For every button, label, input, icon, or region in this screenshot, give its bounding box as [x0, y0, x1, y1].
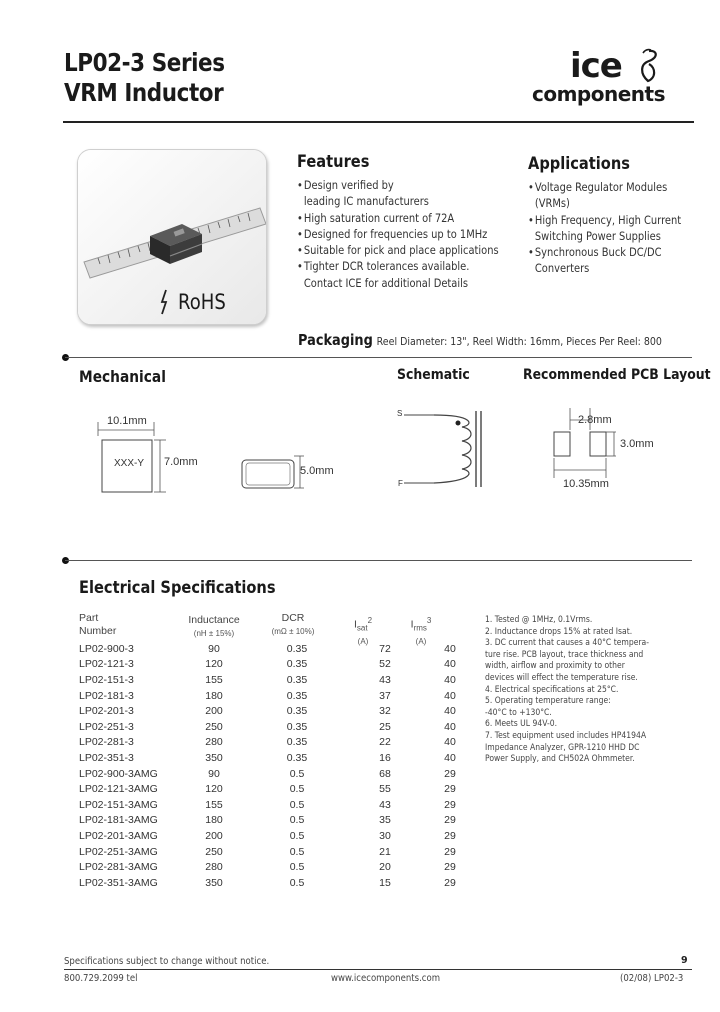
table-row — [79, 766, 479, 782]
cell-inductance: 250 — [205, 845, 223, 858]
page-title: LP02-3 Series — [64, 48, 225, 77]
cell-dcr: 0.35 — [286, 689, 308, 702]
cell-part: LP02-900-3AMG — [79, 767, 158, 780]
table-row — [79, 859, 479, 875]
cell-part: LP02-900-3 — [79, 642, 134, 655]
col-isat-sup: 2 — [367, 616, 373, 625]
cell-inductance: 200 — [205, 829, 223, 842]
schematic-diagram — [404, 405, 494, 495]
footer-revision: (02/08) LP02-3 — [620, 973, 684, 984]
cell-dcr: 0.35 — [286, 642, 308, 655]
packaging-label: Packaging — [298, 331, 373, 349]
features-list — [297, 177, 499, 291]
cell-dcr: 0.35 — [286, 673, 308, 686]
cell-irms: 40 — [444, 720, 456, 733]
features-item: • Design verified by — [297, 177, 499, 193]
table-row — [79, 844, 479, 860]
cell-isat: 21 — [379, 845, 391, 858]
cell-part: LP02-151-3 — [79, 673, 134, 686]
mech-height-label: 7.0mm — [164, 456, 198, 468]
note-item: 7. Test equipment used includes HP4194A — [485, 730, 647, 741]
cell-irms: 40 — [444, 642, 456, 655]
cell-part: LP02-151-3AMG — [79, 798, 158, 811]
note-item: 4. Electrical specifications at 25°C. — [485, 684, 619, 695]
applications-item: (VRMs) — [534, 196, 570, 211]
cell-isat: 25 — [379, 720, 391, 733]
table-row — [79, 657, 479, 673]
cell-isat: 35 — [379, 814, 391, 827]
cell-part: LP02-351-3AMG — [79, 876, 158, 889]
cell-inductance: 155 — [205, 673, 223, 686]
cell-irms: 29 — [444, 861, 456, 874]
col-part-line1: Part — [79, 612, 99, 624]
applications-item: Converters — [534, 261, 590, 276]
col-dcr-line2: (mΩ ± 10%) — [271, 627, 315, 636]
cell-dcr: 0.5 — [289, 783, 305, 796]
note-item: Impedance Analyzer, GPR-1210 HHD DC — [485, 742, 640, 753]
table-row — [79, 781, 479, 797]
table-row — [79, 797, 479, 813]
cell-part: LP02-201-3AMG — [79, 829, 158, 842]
cell-inductance: 350 — [205, 751, 223, 764]
cell-dcr: 0.35 — [286, 720, 308, 733]
schematic-start-label: S — [397, 409, 403, 418]
cell-irms: 40 — [444, 658, 456, 671]
col-dcr-line1: DCR — [281, 612, 305, 624]
cell-part: LP02-201-3 — [79, 705, 134, 718]
cell-isat: 68 — [379, 767, 391, 780]
cell-irms: 40 — [444, 736, 456, 749]
product-photo — [77, 149, 267, 325]
col-part-header — [79, 612, 116, 638]
cell-irms: 29 — [444, 829, 456, 842]
table-row — [79, 672, 479, 688]
cell-inductance: 350 — [205, 876, 223, 889]
cell-inductance: 90 — [208, 767, 220, 780]
applications-item: • Synchronous Buck DC/DC — [528, 244, 681, 260]
cell-isat: 43 — [379, 798, 391, 811]
table-row — [79, 703, 479, 719]
cell-dcr: 0.5 — [289, 876, 305, 889]
cell-part: LP02-281-3AMG — [79, 861, 158, 874]
electrical-notes — [485, 615, 649, 766]
mechanical-heading: Mechanical — [79, 367, 166, 386]
cell-dcr: 0.35 — [286, 658, 308, 671]
cell-part: LP02-121-3AMG — [79, 783, 158, 796]
table-row — [79, 719, 479, 735]
cell-dcr: 0.5 — [289, 798, 305, 811]
features-item: • Tighter DCR tolerances available. — [297, 258, 499, 274]
col-irms-sub: rms — [413, 623, 427, 633]
mech-marking-label: XXX-Y — [114, 458, 145, 469]
cell-irms: 29 — [444, 798, 456, 811]
features-item: leading IC manufacturers — [303, 194, 429, 209]
features-item: • Suitable for pick and place applications — [297, 242, 499, 258]
pcb-heading: Recommended PCB Layout — [523, 367, 711, 383]
note-item: 2. Inductance drops 15% at rated Isat. — [485, 626, 633, 637]
cell-dcr: 0.35 — [286, 751, 308, 764]
cell-isat: 22 — [379, 736, 391, 749]
mech-width-label: 10.1mm — [107, 415, 147, 427]
cell-inductance: 120 — [205, 658, 223, 671]
page-subtitle: VRM Inductor — [64, 78, 224, 107]
note-item: Power Supply, and CH502A Ohmmeter. — [485, 754, 635, 765]
cell-irms: 40 — [444, 705, 456, 718]
cell-inductance: 200 — [205, 705, 223, 718]
note-item: width, airflow and proximity to other — [485, 661, 625, 672]
cell-part: LP02-351-3 — [79, 751, 134, 764]
cell-dcr: 0.5 — [289, 814, 305, 827]
cell-inductance: 280 — [205, 736, 223, 749]
cell-irms: 29 — [444, 767, 456, 780]
packaging-line — [298, 331, 662, 350]
electrical-spec-table — [79, 641, 479, 891]
table-row — [79, 688, 479, 704]
cell-isat: 52 — [379, 658, 391, 671]
col-ind-line2: (nH ± 15%) — [193, 629, 235, 638]
cell-isat: 55 — [379, 783, 391, 796]
note-item: ture rise. PCB layout, trace thickness and — [485, 649, 644, 660]
applications-list — [528, 179, 681, 277]
cell-irms: 40 — [444, 751, 456, 764]
cell-dcr: 0.5 — [289, 767, 305, 780]
col-ind-line1: Inductance — [188, 614, 240, 626]
spec-table-body — [79, 641, 479, 891]
cell-dcr: 0.35 — [286, 705, 308, 718]
applications-heading: Applications — [528, 154, 630, 174]
col-part-line2: Number — [79, 625, 117, 637]
cell-isat: 43 — [379, 673, 391, 686]
cell-dcr: 0.5 — [289, 829, 305, 842]
electrical-heading: Electrical Specifications — [79, 578, 276, 598]
note-item: -40°C to +130°C. — [485, 707, 552, 718]
footer-rule — [64, 969, 692, 970]
cell-irms: 29 — [444, 783, 456, 796]
applications-item: Switching Power Supplies — [534, 228, 661, 243]
section-divider — [65, 357, 692, 358]
cell-irms: 40 — [444, 673, 456, 686]
pcb-gap-label: 2.8mm — [578, 414, 612, 426]
cell-isat: 72 — [379, 642, 391, 655]
section-divider — [65, 560, 692, 561]
schematic-finish-label: F — [398, 479, 403, 488]
features-item: Contact ICE for additional Details — [303, 275, 469, 290]
cell-inductance: 250 — [205, 720, 223, 733]
cell-part: LP02-251-3AMG — [79, 845, 158, 858]
cell-isat: 15 — [379, 876, 391, 889]
table-row — [79, 735, 479, 751]
applications-item: • Voltage Regulator Modules — [528, 179, 681, 195]
cell-inductance: 180 — [205, 814, 223, 827]
features-item: • Designed for frequencies up to 1MHz — [297, 226, 499, 242]
features-item: • High saturation current of 72A — [297, 210, 499, 226]
col-irms-symbol: I — [410, 618, 414, 631]
footer-phone: 800.729.2099 tel — [64, 973, 138, 984]
table-row — [79, 828, 479, 844]
page-number: 9 — [681, 955, 688, 966]
cell-dcr: 0.5 — [289, 845, 305, 858]
rohs-label: RoHS — [178, 290, 226, 314]
table-row — [79, 750, 479, 766]
cell-part: LP02-251-3 — [79, 720, 134, 733]
mech-thickness-label: 5.0mm — [300, 465, 334, 477]
logo-top-text: ice — [570, 46, 622, 86]
cell-dcr: 0.35 — [286, 736, 308, 749]
cell-part: LP02-281-3 — [79, 736, 134, 749]
cell-isat: 16 — [379, 751, 391, 764]
logo-bottom-text: components — [532, 82, 665, 106]
cell-irms: 29 — [444, 845, 456, 858]
col-irms-sup: 3 — [426, 616, 432, 625]
note-item: 3. DC current that causes a 40°C tempera- — [485, 638, 650, 649]
cell-inductance: 180 — [205, 689, 223, 702]
cell-inductance: 280 — [205, 861, 223, 874]
footer-disclaimer: Specifications subject to change without notice. — [64, 956, 270, 967]
cell-dcr: 0.5 — [289, 861, 305, 874]
cell-part: LP02-181-3AMG — [79, 814, 158, 827]
note-item: 1. Tested @ 1MHz, 0.1Vrms. — [485, 615, 593, 625]
header-rule — [63, 121, 694, 123]
note-item: 6. Meets UL 94V-0. — [485, 719, 558, 730]
product-image — [78, 150, 267, 325]
table-row — [79, 875, 479, 891]
cell-irms: 29 — [444, 876, 456, 889]
cell-inductance: 155 — [205, 798, 223, 811]
col-dcr-header — [262, 612, 324, 638]
table-row — [79, 813, 479, 829]
col-irms-unit: (A) — [415, 636, 427, 646]
col-isat-symbol: I — [353, 618, 357, 631]
cell-irms: 29 — [444, 814, 456, 827]
table-row — [79, 641, 479, 657]
cell-inductance: 120 — [205, 783, 223, 796]
schematic-heading: Schematic — [397, 367, 470, 383]
col-inductance-header — [183, 614, 245, 640]
col-isat-sub: sat — [356, 623, 368, 633]
cell-isat: 20 — [379, 861, 391, 874]
cell-isat: 30 — [379, 829, 391, 842]
features-heading: Features — [297, 152, 370, 172]
pcb-width-label: 10.35mm — [563, 478, 609, 490]
note-item: 5. Operating temperature range: — [485, 696, 611, 707]
cell-part: LP02-181-3 — [79, 689, 134, 702]
packaging-text: Reel Diameter: 13", Reel Width: 16mm, Pieces Per Reel: 800 — [376, 335, 662, 348]
cell-isat: 32 — [379, 705, 391, 718]
pcb-height-label: 3.0mm — [620, 438, 654, 450]
applications-item: • High Frequency, High Current — [528, 212, 681, 228]
cell-isat: 37 — [379, 689, 391, 702]
cell-inductance: 90 — [208, 642, 220, 655]
mechanical-side-view — [236, 448, 306, 494]
company-logo — [528, 44, 698, 110]
col-isat-unit: (A) — [357, 636, 369, 646]
cell-part: LP02-121-3 — [79, 658, 134, 671]
note-item: devices will effect the temperature rise. — [485, 672, 638, 683]
footer-website[interactable]: www.icecomponents.com — [331, 973, 441, 984]
cell-irms: 40 — [444, 689, 456, 702]
